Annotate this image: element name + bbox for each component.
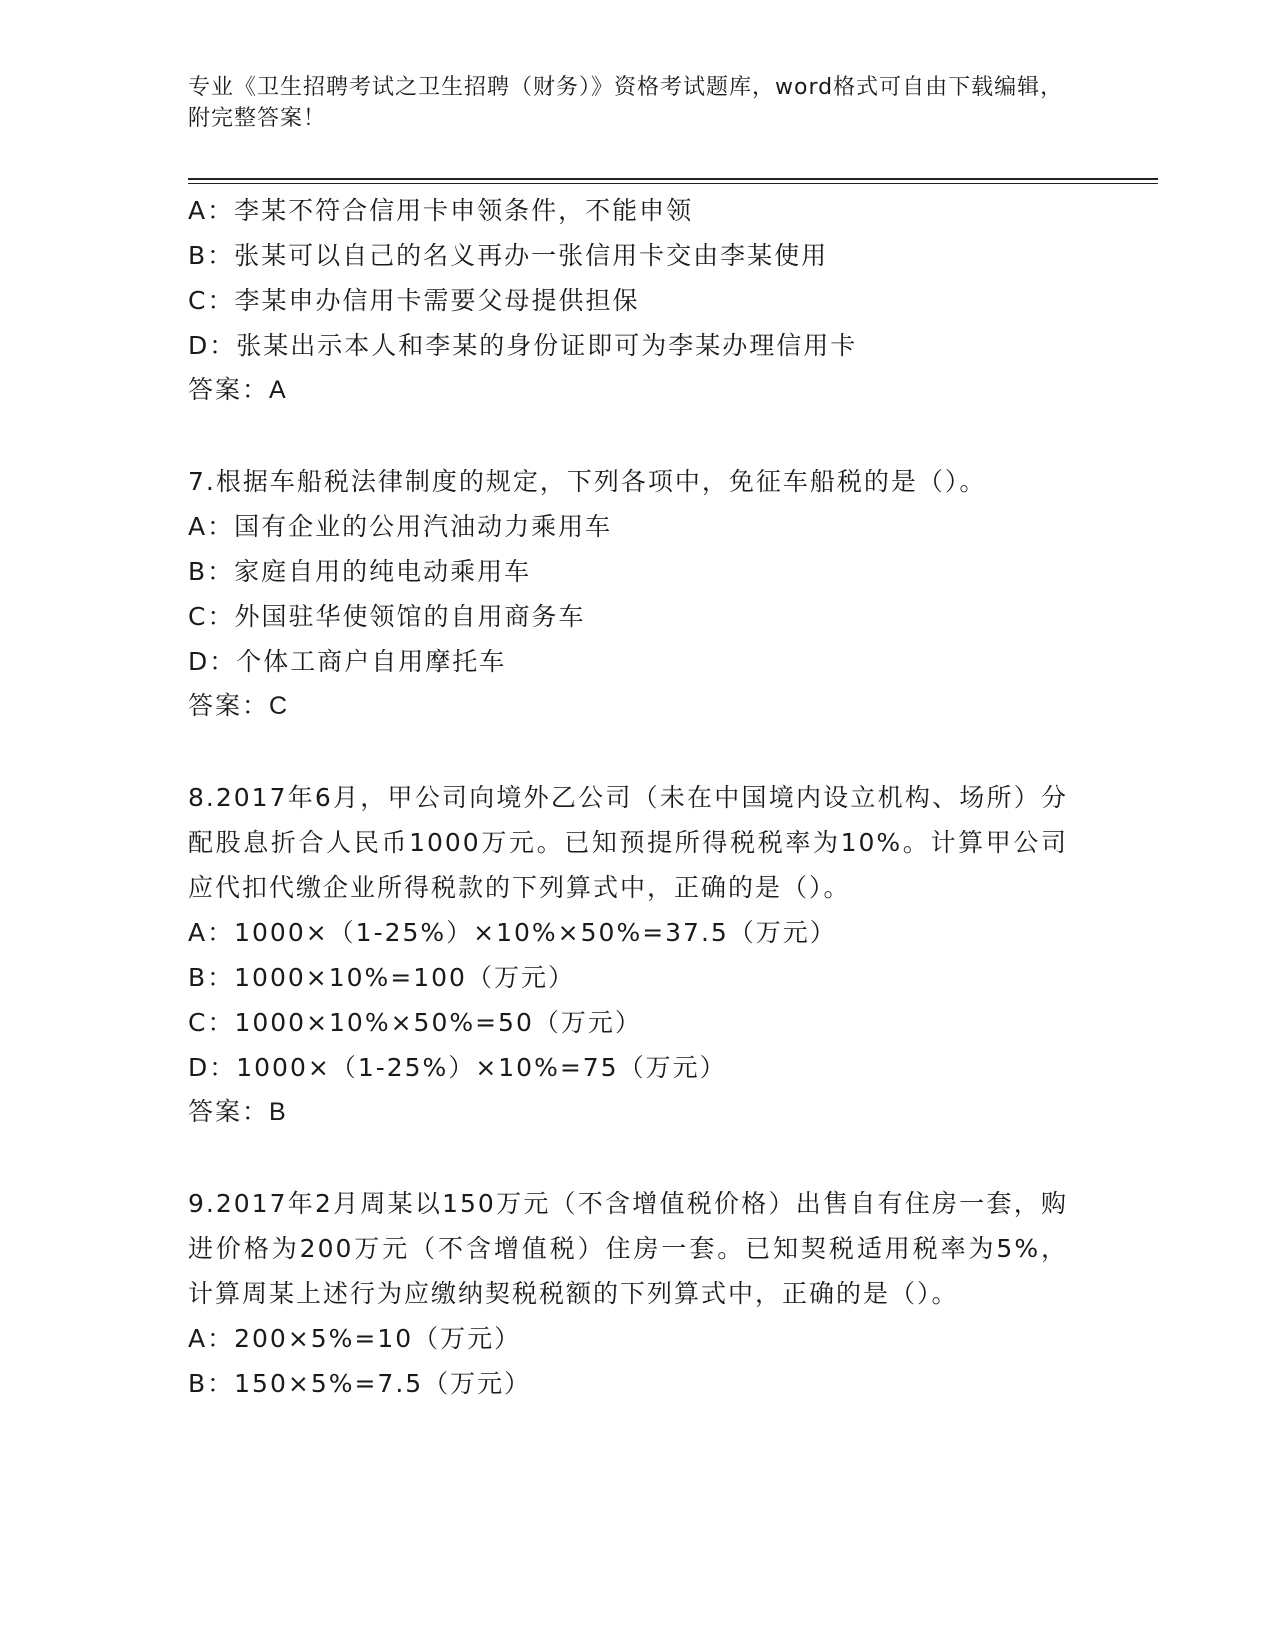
answer: 答案：B — [188, 1098, 288, 1126]
option-c: C：外国驻华使领馆的自用商务车 — [188, 602, 586, 631]
question-6 — [188, 188, 1068, 413]
option-c: C：李某申办信用卡需要父母提供担保 — [188, 286, 640, 315]
option-b: B：1000×10%=100（万元） — [188, 963, 575, 992]
option-a: A：1000×（1-25%）×10%×50%=37.5（万元） — [188, 918, 837, 947]
option-a: A：李某不符合信用卡申领条件，不能申领 — [188, 196, 694, 225]
question-text: 9.2017年2月周某以150万元（不含增值税价格）出售自有住房一套，购进价格为200万元（不含增值税）住房一套。已知契税适用税率为5%，计算周某上述行为应缴纳契税税额的下列算式中，正确的是（）。 — [188, 1189, 1068, 1308]
question-7 — [188, 459, 1068, 729]
question-text: 8.2017年6月，甲公司向境外乙公司（未在中国境内设立机构、场所）分配股息折合人民币1000万元。已知预提所得税税率为10%。计算甲公司应代扣代缴企业所得税款的下列算式中，正确的是（）。 — [188, 783, 1068, 902]
option-b: B：150×5%=7.5（万元） — [188, 1369, 532, 1398]
spacer — [188, 413, 1068, 459]
answer: 答案：A — [188, 376, 288, 404]
header-rule-thick — [188, 178, 1158, 180]
question-text: 7.根据车船税法律制度的规定，下列各项中，免征车船税的是（）。 — [188, 467, 987, 496]
answer: 答案：C — [188, 692, 290, 720]
header-rule-thin — [188, 183, 1158, 184]
question-9 — [188, 1181, 1068, 1406]
question-list — [188, 188, 1068, 1406]
option-a: A：200×5%=10（万元） — [188, 1324, 522, 1353]
option-c: C：1000×10%×50%=50（万元） — [188, 1008, 642, 1037]
document-header: 专业《卫生招聘考试之卫生招聘（财务）》资格考试题库，word格式可自由下载编辑，附完整答案！ — [188, 75, 1064, 131]
option-a: A：国有企业的公用汽油动力乘用车 — [188, 512, 613, 541]
option-d: D：个体工商户自用摩托车 — [188, 647, 507, 676]
option-b: B：张某可以自己的名义再办一张信用卡交由李某使用 — [188, 241, 829, 270]
spacer — [188, 729, 1068, 775]
option-b: B：家庭自用的纯电动乘用车 — [188, 557, 532, 586]
spacer — [188, 1135, 1068, 1181]
option-d: D：1000×（1-25%）×10%=75（万元） — [188, 1053, 727, 1082]
option-d: D：张某出示本人和李某的身份证即可为李某办理信用卡 — [188, 331, 858, 360]
question-8 — [188, 775, 1068, 1135]
